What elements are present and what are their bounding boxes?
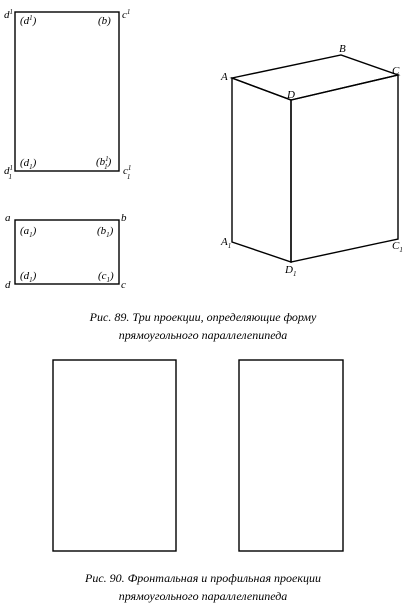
label-d: d [5,279,11,291]
profile-projection-rectangle [239,360,343,551]
vertex-D1: $D_1$ [285,264,297,278]
top-view [5,212,127,291]
label-d1-prime: $d^1$ 1 [4,164,13,181]
vertex-A1: $A_1$ [221,236,232,250]
label-d-prime-inner: $(d^1)$ [20,14,37,27]
side-face [291,75,398,262]
label-a1-inner: $(a_1)$ [20,225,37,239]
label-c-prime: $c^1$ [122,8,131,21]
fig90-projections [53,360,343,551]
vertex-C1: $C_1$ [392,240,403,254]
fig89-caption-line1: Рис. 89. Три проекции, определяющие форму [89,310,317,324]
label-b: b [121,212,127,224]
parallelepiped [220,43,403,278]
top-face [232,55,398,100]
front-face [232,78,291,262]
label-b1-inner: $(b_1)$ [97,225,114,239]
fig90-caption-line2: прямоугольного параллелепипеда [118,589,288,603]
vertex-C: C [392,65,400,77]
fig90-caption-line1: Рис. 90. Фронтальная и профильная проекции [85,571,321,585]
frontal-projection-rectangle [53,360,176,551]
label-a: a [5,212,11,224]
label-b1-prime-inner: ($b^1$ 1) [96,155,112,171]
vertex-B: B [339,43,346,55]
label-d-prime: $d^1$ [4,8,13,21]
label-b-inner: (b) [98,15,111,27]
label-c1-inner: $(c_1)$ [98,270,114,284]
label-d1-inner-top: $(d_1)$ [20,270,37,284]
vertex-D: D [287,89,295,101]
fig89-caption [0,308,406,344]
vertex-A: A [221,71,228,83]
label-c: c [121,279,126,291]
front-view-rectangle [15,12,119,171]
label-d1-inner: $(d_1)$ [20,157,37,171]
label-c1-prime: $c^1$ 1 [123,164,131,181]
front-view [4,8,131,181]
fig89-caption-line2: прямоугольного параллелепипеда [118,328,288,342]
fig90-caption [0,569,406,605]
